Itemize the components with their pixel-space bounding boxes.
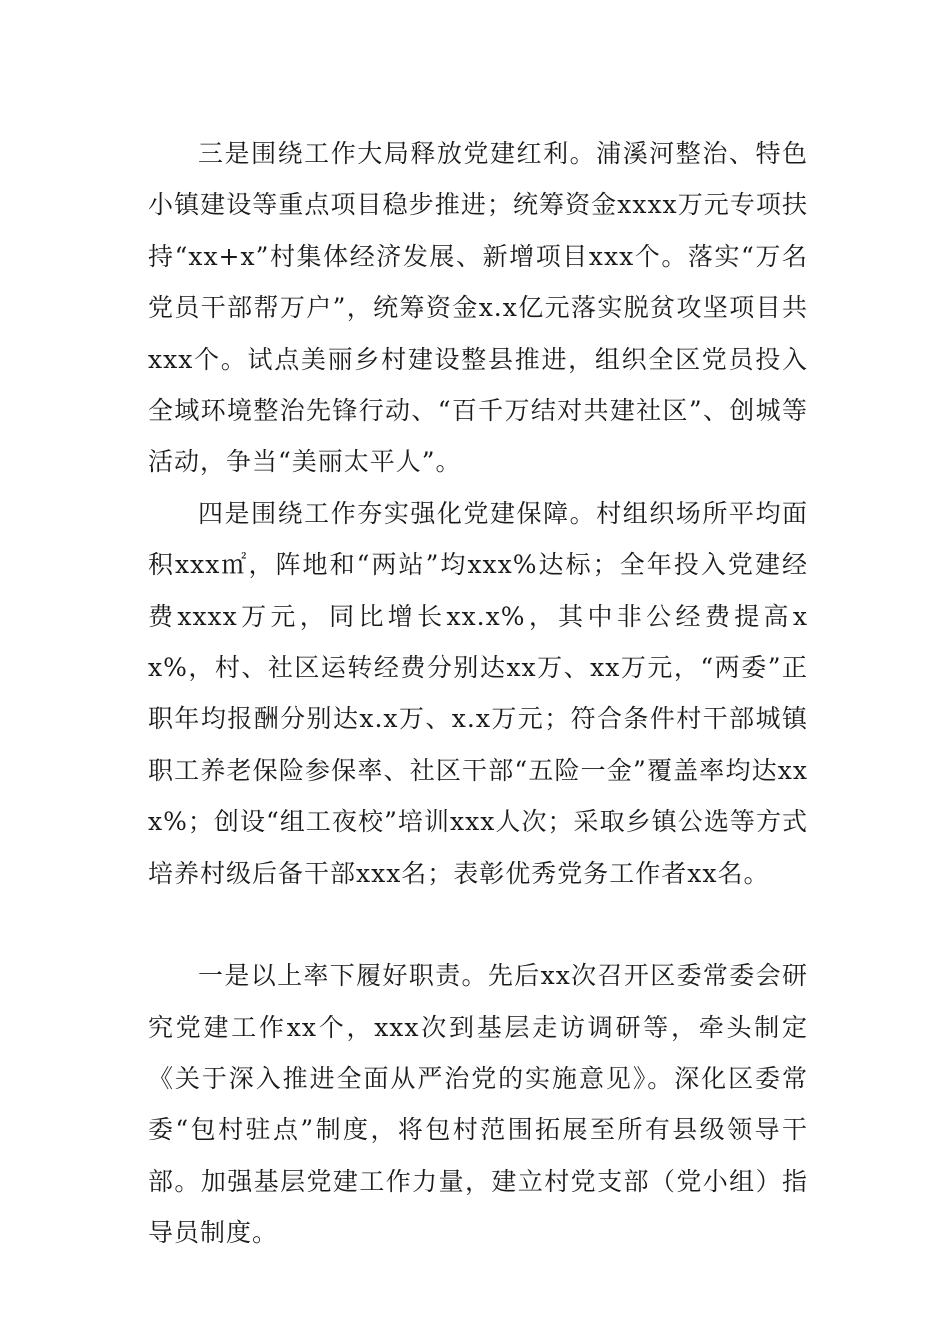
document-page	[148, 128, 808, 1259]
paragraph-three-is: 三是围绕工作大局释放党建红利。浦溪河整治、特色小镇建设等重点项目稳步推进；统筹资金xxxx万元专项扶持“xx+x”村集体经济发展、新增项目xxx个。落实“万名党员干部帮万户”，统筹资金x.x亿元落实脱贫攻坚项目共xxx个。试点美丽乡村建设整县推进，组织全区党员投入全域环境整治先锋行动、“百千万结对共建社区”、创城等活动，争当“美丽太平人”。	[148, 139, 808, 477]
section-gap	[148, 899, 808, 950]
paragraph-one-is: 一是以上率下履好职责。先后xx次召开区委常委会研究党建工作xx个，xxx次到基层走访调研等，牵头制定《关于深入推进全面从严治党的实施意见》。深化区委常委“包村驻点”制度，将包村范围拓展至所有县级领导干部。加强基层党建工作力量，建立村党支部（党小组）指导员制度。	[148, 961, 808, 1248]
paragraph-four-is: 四是围绕工作夯实强化党建保障。村组织场所平均面积xxx㎡，阵地和“两站”均xxx%达标；全年投入党建经费xxxx万元，同比增长xx.x%，其中非公经费提高xx%，村、社区运转经费分别达xx万、xx万元，“两委”正职年均报酬分别达x.x万、x.x万元；符合条件村干部城镇职工养老保险参保率、社区干部“五险一金”覆盖率均达xxx%；创设“组工夜校”培训xxx人次；采取乡镇公选等方式培养村级后备干部xxx名；表彰优秀党务工作者xx名。	[148, 498, 808, 888]
